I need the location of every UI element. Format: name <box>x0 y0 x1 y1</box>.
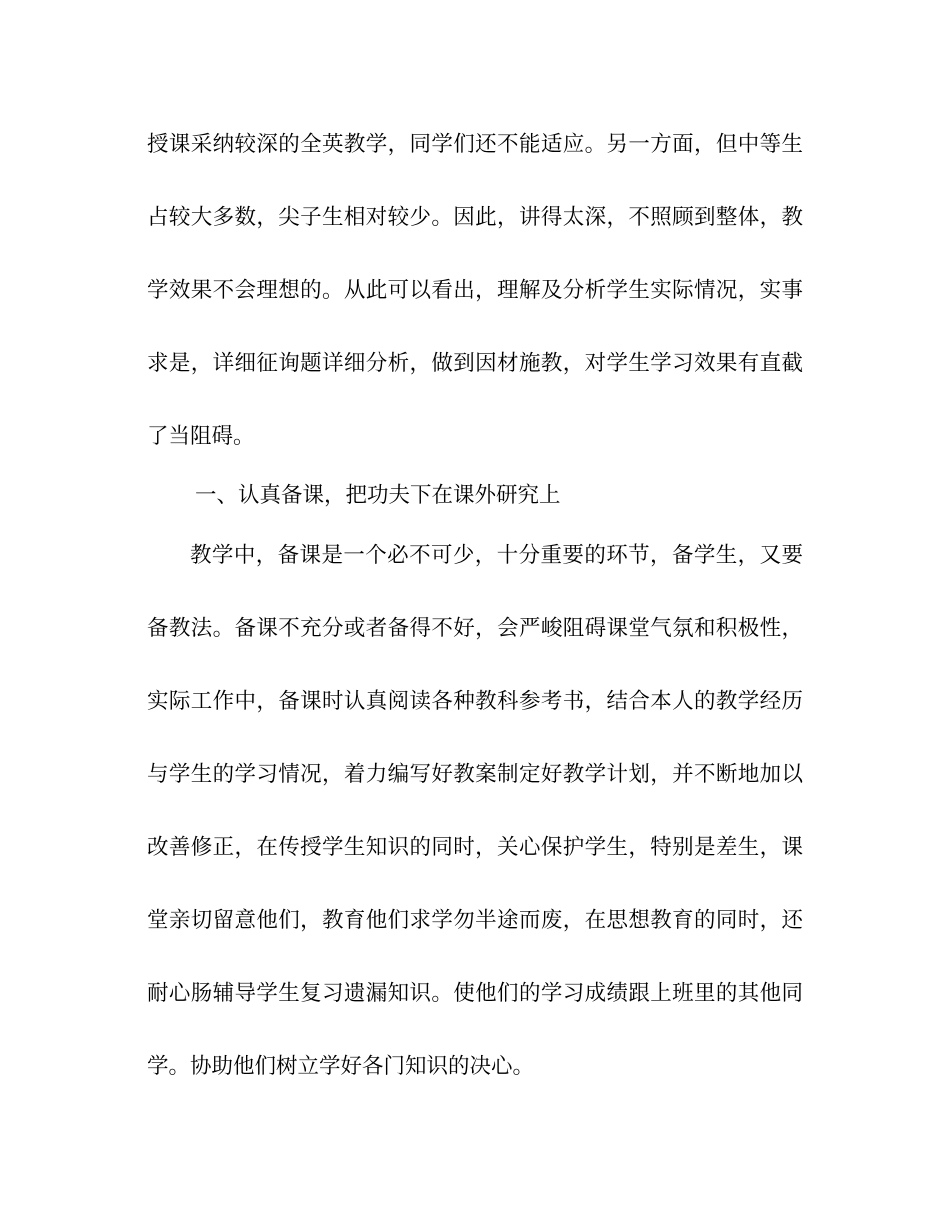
paragraph-line-9: 与学生的学习情况，着力编写好教案制定好教学计划，并不断地加以 <box>147 762 803 787</box>
paragraph-line-12: 耐心肠辅导学生复习遗漏知识。使他们的学习成绩跟上班里的其他同 <box>147 981 803 1006</box>
paragraph-line-4: 求是，详细征询题详细分析，做到因材施教，对学生学习效果有直截 <box>147 351 803 376</box>
paragraph-line-11: 堂亲切留意他们，教育他们求学勿半途而废，在思想教育的同时，还 <box>147 908 803 933</box>
paragraph-line-7: 备教法。备课不充分或者备得不好，会严峻阻碍课堂气氛和积极性， <box>147 616 803 641</box>
paragraph-line-2: 占较大多数，尖子生相对较少。因此，讲得太深，不照顾到整体，教 <box>147 205 803 230</box>
section-heading: 一、认真备课，把功夫下在课外研究上 <box>195 483 561 508</box>
paragraph-line-10: 改善修正，在传授学生知识的同时，关心保护学生，特别是差生，课 <box>147 835 803 860</box>
paragraph-line-3: 学效果不会理想的。从此可以看出，理解及分析学生实际情况，实事 <box>147 278 803 303</box>
paragraph-line-13: 学。协助他们树立学好各门知识的决心。 <box>147 1054 535 1079</box>
paragraph-line-6: 教学中，备课是一个必不可少，十分重要的环节，备学生，又要 <box>190 543 803 568</box>
paragraph-line-5: 了当阻碍。 <box>147 424 255 449</box>
paragraph-line-1: 授课采纳较深的全英教学，同学们还不能适应。另一方面，但中等生 <box>147 132 803 157</box>
paragraph-line-8: 实际工作中，备课时认真阅读各种教科参考书，结合本人的教学经历 <box>147 689 803 714</box>
